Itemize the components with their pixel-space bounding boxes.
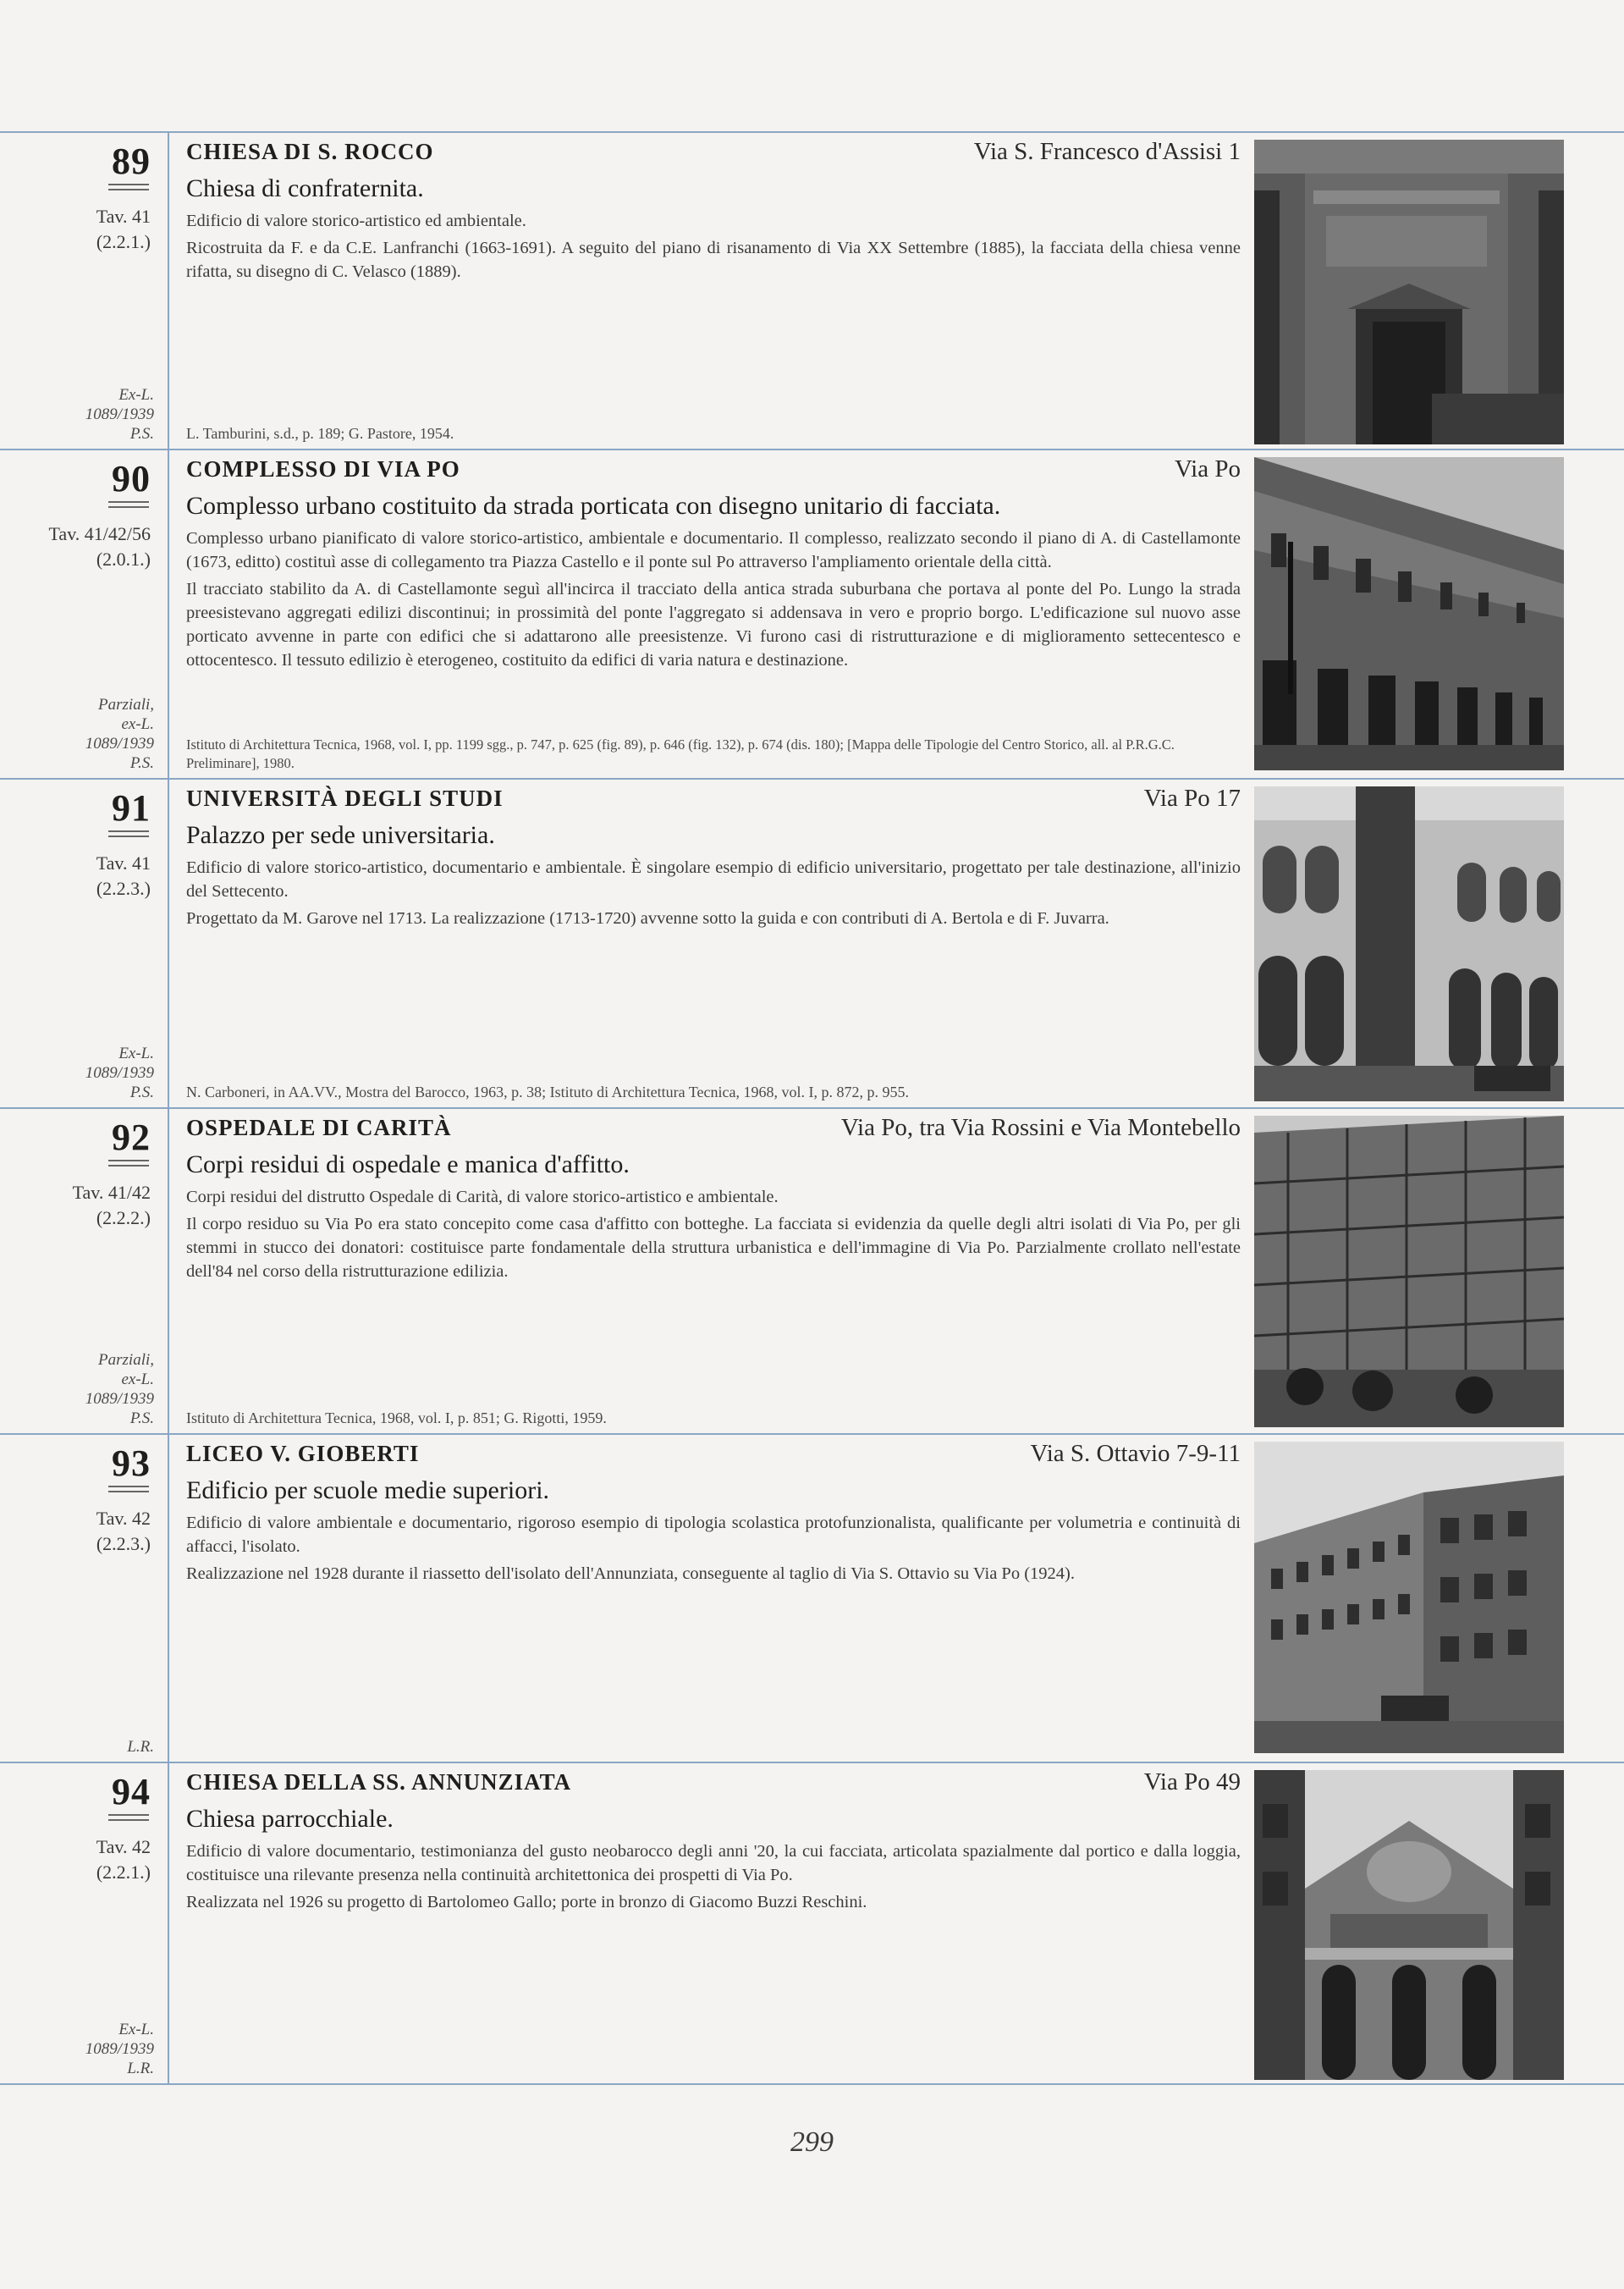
entry-content — [186, 455, 1241, 773]
credit-line: Parziali, — [98, 696, 154, 714]
entry-address: Via Po 49 — [1143, 1768, 1241, 1795]
entry-content — [186, 1768, 1241, 2078]
credit-line: P.S. — [129, 1084, 154, 1101]
photo-chiesa-annunziata — [1254, 1770, 1564, 2080]
credit-line: 1089/1939 — [85, 2040, 154, 2058]
credit-line: ex-L. — [121, 715, 154, 733]
plate-reference — [96, 1506, 151, 1557]
entry-content — [186, 785, 1241, 1102]
number-underline — [108, 1486, 149, 1492]
number-underline — [108, 830, 149, 837]
entry-92 — [0, 1109, 1624, 1435]
credit-line: ex-L. — [121, 1371, 154, 1388]
entry-number: 91 — [112, 787, 151, 829]
plate-number: Tav. 41 — [96, 206, 151, 227]
entry-heading — [186, 785, 1241, 817]
credit-line: 1089/1939 — [85, 405, 154, 423]
plate-number: Tav. 41/42 — [72, 1182, 151, 1203]
entry-bibliography: Istituto di Architettura Tecnica, 1968, vol. I, p. 851; G. Rigotti, 1959. — [186, 1409, 607, 1426]
entry-paragraph: Complesso urbano pianificato di valore storico-artistico, ambientale e documentario. Il complesso, realizzato secondo il piano di A. di Castellamonte (1673, editto) costituì asse di collegamento tra Piazza Castello e il ponte sul Po attraverso l'ampliamento orientale della città. — [186, 529, 1241, 571]
entry-address: Via S. Ottavio 7-9-11 — [1030, 1440, 1241, 1467]
entry-title: COMPLESSO DI VIA PO — [186, 456, 460, 482]
protection-credit — [85, 1044, 154, 1102]
entry-89 — [0, 133, 1624, 450]
entry-sidebar — [0, 780, 169, 1107]
classification-code: (2.0.1.) — [96, 549, 151, 570]
plate-number: Tav. 41/42/56 — [48, 523, 151, 544]
entry-sidebar — [0, 1109, 169, 1433]
protection-credit — [85, 695, 154, 773]
street-arcade-photo — [1254, 457, 1564, 770]
photo-liceo-gioberti — [1254, 1442, 1564, 1753]
credit-line: L.R. — [127, 1738, 154, 1756]
plate-reference — [96, 204, 151, 255]
entry-heading — [186, 455, 1241, 488]
credit-line: 1089/1939 — [85, 1390, 154, 1408]
credit-line: P.S. — [129, 754, 154, 772]
entry-94 — [0, 1763, 1624, 2085]
entry-content — [186, 1440, 1241, 1757]
entry-paragraph: Edificio di valore storico-artistico, documentario e ambientale. È singolare esempio di edificio universitario, progettato per tale destinazione, all'inizio del Settecento. — [186, 858, 1241, 901]
entry-address: Via S. Francesco d'Assisi 1 — [973, 138, 1241, 165]
entry-content — [186, 138, 1241, 444]
neobaroque-facade-photo — [1254, 1770, 1564, 2080]
entry-address: Via Po 17 — [1143, 785, 1241, 812]
page-number: 299 — [790, 2126, 834, 2158]
credit-line: L.R. — [127, 2060, 154, 2077]
entry-paragraph: Edificio di valore documentario, testimonianza del gusto neobarocco degli anni '20, la cui facciata, articolata spazialmente dal portico e dalla loggia, costituisce una rilevante presenza nella continuità architettonica dei prospetti di Via Po. — [186, 1842, 1241, 1884]
number-underline — [108, 1160, 149, 1167]
entry-paragraph: Progettato da M. Garove nel 1713. La realizzazione (1713-1720) avvenne sotto la guida e con contributi di A. Bertola e di F. Juvarra. — [186, 909, 1109, 928]
entry-number: 93 — [112, 1442, 151, 1484]
entry-93 — [0, 1435, 1624, 1763]
plate-number: Tav. 42 — [96, 1836, 151, 1857]
entry-paragraph: Edificio di valore ambientale e documentario, rigoroso esempio di tipologia scolastica protofunzionalista, qualificante per volumetria e continuità di affacci, l'isolato. — [186, 1514, 1241, 1556]
entry-heading — [186, 1440, 1241, 1472]
entry-number: 92 — [112, 1117, 151, 1158]
entry-content — [186, 1114, 1241, 1428]
photo-chiesa-san-rocco — [1254, 140, 1564, 444]
entry-paragraph: Edificio di valore storico-artistico ed ambientale. — [186, 212, 526, 230]
credit-line: P.S. — [129, 1409, 154, 1427]
entry-title: UNIVERSITÀ DEGLI STUDI — [186, 786, 504, 811]
credit-line: Ex-L. — [118, 386, 154, 404]
entry-subtitle: Palazzo per sede universitaria. — [186, 821, 495, 849]
courtyard-arcade-photo — [1254, 786, 1564, 1101]
entry-91 — [0, 780, 1624, 1109]
entry-number: 94 — [112, 1771, 151, 1812]
entry-title: LICEO V. GIOBERTI — [186, 1441, 420, 1466]
entry-subtitle: Chiesa parrocchiale. — [186, 1805, 394, 1833]
number-underline — [108, 1814, 149, 1821]
plate-reference — [96, 1834, 151, 1885]
plate-reference — [49, 521, 151, 572]
classification-code: (2.2.2.) — [96, 1207, 151, 1228]
classification-code: (2.2.1.) — [96, 1862, 151, 1883]
plate-reference — [96, 851, 151, 902]
entry-paragraph: Corpi residui del distrutto Ospedale di Carità, di valore storico-artistico e ambientale. — [186, 1188, 779, 1206]
credit-line: P.S. — [129, 425, 154, 443]
school-building-photo — [1254, 1442, 1564, 1753]
entry-heading — [186, 1114, 1241, 1146]
number-underline — [108, 184, 149, 190]
plate-number: Tav. 41 — [96, 852, 151, 874]
entry-subtitle: Complesso urbano costituito da strada porticata con disegno unitario di facciata. — [186, 492, 1001, 520]
credit-line: Parziali, — [98, 1351, 154, 1369]
entry-number: 89 — [112, 141, 151, 182]
entry-sidebar — [0, 1763, 169, 2083]
photo-universita-courtyard — [1254, 786, 1564, 1101]
plate-reference — [73, 1180, 151, 1231]
entry-paragraph: Il tracciato stabilito da A. di Castellamonte seguì all'incirca il tracciato della antica strada suburbana che portava al ponte del Po. Lungo la strada preesistevano aggregati edilizi discontinui; in prossimità del ponte l'aggregato si addensava in vero e proprio borgo. L'edificazione sul nuovo asse porticato avvenne in parte con edifici che si adattarono alle preesistenze. Vi furono casi di ristrutturazione e di miglioramento settecentesco e ottocentesco. Il tessuto edilizio è eterogeneo, costituito da edifici di varia natura e destinazione. — [186, 580, 1241, 670]
photo-via-po-arcades — [1254, 457, 1564, 770]
entry-paragraph: Il corpo residuo su Via Po era stato concepito come casa d'affitto con botteghe. La facciata si evidenzia da quelle degli altri isolati di Via Po, per gli stemmi in stucco dei donatori: costituisce parte fondamentale della struttura urbanistica e dell'immagine di Via Po. Parzialmente crollato nell'estate dell'84 nel corso della ristrutturazione edilizia. — [186, 1215, 1241, 1281]
entry-subtitle: Corpi residui di ospedale e manica d'affitto. — [186, 1150, 630, 1178]
protection-credit — [85, 1350, 154, 1428]
protection-credit — [127, 1737, 154, 1757]
entry-heading — [186, 138, 1241, 170]
photo-ospedale-scaffolding — [1254, 1116, 1564, 1427]
entry-number: 90 — [112, 458, 151, 499]
entry-address: Via Po, tra Via Rossini e Via Montebello — [840, 1114, 1241, 1141]
number-underline — [108, 501, 149, 508]
classification-code: (2.2.3.) — [96, 878, 151, 899]
entry-sidebar — [0, 450, 169, 778]
classification-code: (2.2.1.) — [96, 231, 151, 252]
credit-line: 1089/1939 — [85, 1064, 154, 1082]
entry-bibliography: Istituto di Architettura Tecnica, 1968, vol. I, pp. 1199 sgg., p. 747, p. 625 (fig. 89), p. 646 (fig. 132), p. 674 (dis. 180); [Mappa delle Tipologie del Centro Storico, all. al P.R.G.C. Preliminare], 1980. — [186, 736, 1175, 771]
entry-bibliography: N. Carboneri, in AA.VV., Mostra del Barocco, 1963, p. 38; Istituto di Architettura Tecnica, 1968, vol. I, p. 872, p. 955. — [186, 1084, 909, 1100]
entry-subtitle: Chiesa di confraternita. — [186, 174, 424, 202]
entry-sidebar — [0, 133, 169, 449]
protection-credit — [85, 2020, 154, 2078]
entry-heading — [186, 1768, 1241, 1801]
entry-paragraph: Ricostruita da F. e da C.E. Lanfranchi (1663-1691). A seguito del piano di risanamento di Via XX Settembre (1885), la facciata della chiesa venne rifatta, su disegno di C. Velasco (1889). — [186, 239, 1241, 281]
scaffolded-building-photo — [1254, 1116, 1564, 1427]
entry-subtitle: Edificio per scuole medie superiori. — [186, 1476, 550, 1504]
entry-paragraph: Realizzazione nel 1928 durante il riassetto dell'isolato dell'Annunziata, conseguente al taglio di Via S. Ottavio su Via Po (1924). — [186, 1564, 1075, 1583]
entry-paragraph: Realizzata nel 1926 su progetto di Bartolomeo Gallo; porte in bronzo di Giacomo Buzzi Reschini. — [186, 1893, 867, 1911]
church-facade-photo — [1254, 140, 1564, 444]
entry-bibliography: L. Tamburini, s.d., p. 189; G. Pastore, 1954. — [186, 425, 454, 442]
entry-sidebar — [0, 1435, 169, 1762]
credit-line: Ex-L. — [118, 2021, 154, 2038]
entry-title: OSPEDALE DI CARITÀ — [186, 1115, 452, 1140]
entry-title: CHIESA DELLA SS. ANNUNZIATA — [186, 1769, 572, 1795]
entry-title: CHIESA DI S. ROCCO — [186, 139, 434, 164]
protection-credit — [85, 385, 154, 444]
credit-line: 1089/1939 — [85, 735, 154, 753]
entry-address: Via Po — [1174, 455, 1241, 483]
plate-number: Tav. 42 — [96, 1508, 151, 1529]
credit-line: Ex-L. — [118, 1045, 154, 1062]
entry-90 — [0, 450, 1624, 780]
classification-code: (2.2.3.) — [96, 1533, 151, 1554]
